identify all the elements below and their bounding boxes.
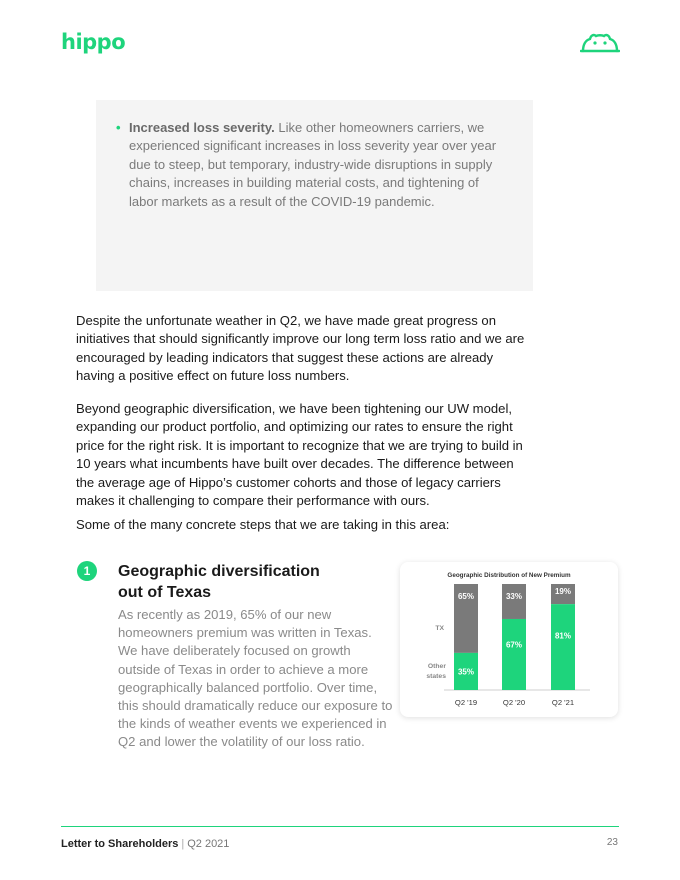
- bar-label-other-states: 35%: [457, 667, 475, 677]
- callout-box: [96, 100, 533, 291]
- body-paragraph-3: Some of the many concrete steps that we are taking in this area:: [76, 517, 450, 532]
- footer-divider: [61, 826, 619, 827]
- bullet-text: Like other homeowners carriers, we experienced significant increases in loss severity year over year due to steep, but temporary, industry-wide disruptions in supply chains, increases in building material costs, and tightening of labor markets as a result of the COVID-19 pandemic.: [129, 120, 497, 209]
- step-number-badge: 1: [77, 561, 97, 581]
- legend-label-other-1: Other: [427, 663, 446, 670]
- page-number: 23: [606, 837, 618, 848]
- body-paragraph-2: Beyond geographic diversification, we have been tightening our UW model, expanding our product portfolio, and optimizing our rates to ensure the right price for the right risk. It is important to recognize that we are trying to build in 10 years what incumbents have built over decades. The difference between the average age of Hippo’s customer cohorts and those of legacy carriers makes it challenging to compare their performance with ours.: [76, 401, 523, 509]
- bar-label-tx: 65%: [457, 592, 475, 601]
- bar-tx: [502, 584, 526, 619]
- bullet-dot: •: [116, 120, 121, 135]
- bar-other-states: [551, 604, 575, 690]
- x-tick-label: Q2 '21: [551, 698, 575, 707]
- bullet-heading: Increased loss severity.: [129, 120, 275, 135]
- footer-doc-title: Letter to Shareholders: [61, 838, 179, 850]
- hippo-face-icon: [580, 31, 620, 53]
- chart-card: [400, 562, 618, 717]
- bar-label-other-states: 67%: [505, 640, 523, 650]
- x-tick-label: Q2 '20: [502, 698, 526, 707]
- body-paragraph-1: Despite the unfortunate weather in Q2, we have made great progress on initiatives that should significantly improve our long term loss ratio and we are encouraged by leading indicators that suggest these actions are already having a positive effect on future loss numbers.: [76, 313, 525, 384]
- hippo-logo: hippo: [61, 30, 126, 54]
- x-tick-label: Q2 '19: [454, 698, 478, 707]
- legend-label-tx: TX: [435, 625, 444, 632]
- bar-other-states: [502, 619, 526, 690]
- bar-label-other-states: 81%: [554, 631, 572, 641]
- bullet-item: [116, 119, 508, 211]
- bar-label-tx: 33%: [505, 592, 523, 601]
- legend-label-other-2: states: [426, 673, 446, 680]
- chart-title: Geographic Distribution of New Premium: [447, 572, 571, 579]
- footer-period: Q2 2021: [187, 838, 230, 850]
- step-title: Geographic diversification out of Texas: [118, 563, 320, 601]
- step-body: As recently as 2019, 65% of our new homeowners premium was written in Texas. We have deliberately focused on growth outside of Texas in order to achieve a more geographically balanced portfolio. Over time, this should dramatically reduce our exposure to the kinds of weather events we experienced in Q2 and lower the volatility of our loss ratio.: [118, 607, 393, 750]
- bar-label-tx: 19%: [554, 587, 572, 596]
- footer-label: [61, 838, 229, 850]
- footer-separator: |: [181, 838, 185, 850]
- stacked-bar-chart: [400, 562, 618, 717]
